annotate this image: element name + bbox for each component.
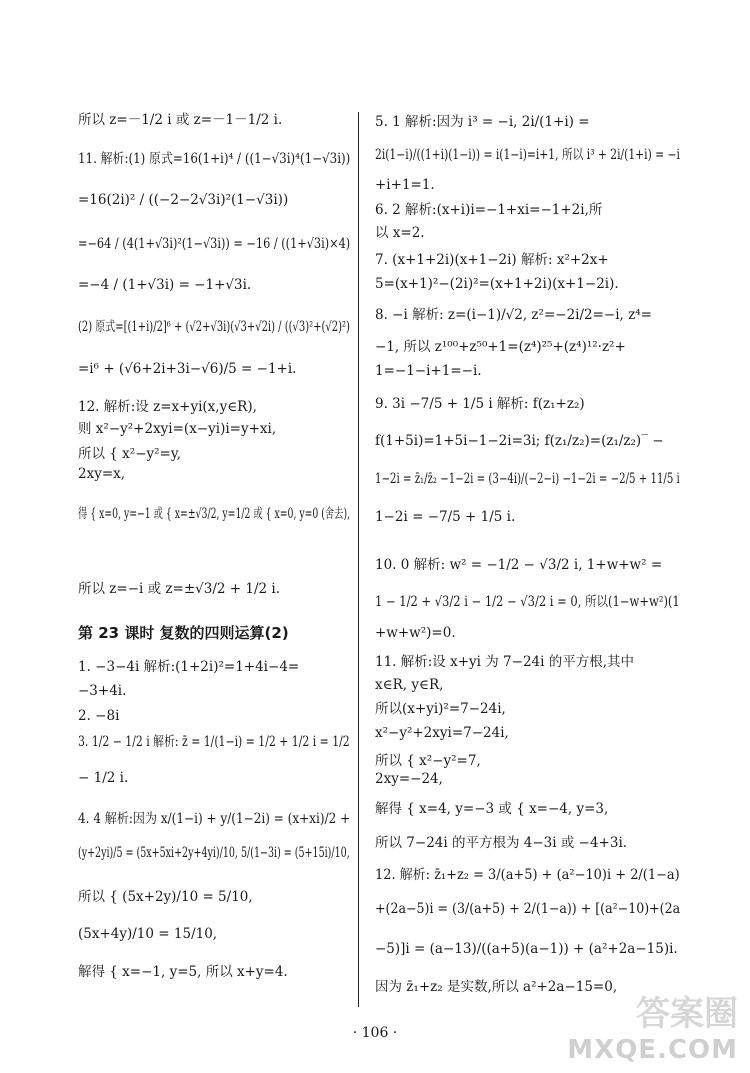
- text-line: 10. 0 解析: w² = −1/2 − √3/2 i, 1+w+w² =: [375, 557, 663, 573]
- text-line: 所以 { x²−y²=7,: [375, 753, 481, 769]
- text-line: 2xy=−24,: [375, 771, 443, 787]
- text-line: 所以 z=−i 或 z=±√3/2 + 1/2 i.: [78, 581, 281, 597]
- text-line: 则 x²−y²+2xyi=(x−yi)i=y+xi,: [78, 421, 277, 437]
- text-line: x²−y²+2xyi=7−24i,: [375, 725, 509, 741]
- text-line: 得 { x=0, y=−1 或 { x=±√3/2, y=1/2 或 { x=0, y=0 (舍去),: [78, 506, 351, 522]
- text-line: =−4 / (1+√3i) = −1+√3i.: [78, 277, 252, 293]
- text-line: 因为 z̄₁+z₂ 是实数,所以 a²+2a−15=0,: [375, 979, 618, 995]
- text-line: (5x+4y)/10 = 15/10,: [78, 926, 218, 942]
- text-line: 11. 解析:设 x+yi 为 7−24i 的平方根,其中: [375, 654, 635, 670]
- text-line: 8. −i 解析: z=(i−1)/√2, z²=−2i/2=−i, z⁴=: [375, 307, 652, 323]
- text-line: 1 − 1/2 + √3/2 i − 1/2 − √3/2 i = 0, 所以(1−w+w²)(1: [375, 594, 680, 610]
- text-line: +i+1=1.: [375, 177, 435, 193]
- text-line: 12. 解析:设 z=x+yi(x,y∈R),: [78, 399, 257, 415]
- text-line: 所以 { (5x+2y)/10 = 5/10,: [78, 889, 253, 905]
- text-line: 解得 { x=4, y=−3 或 { x=−4, y=3,: [375, 801, 609, 817]
- text-line: +(2a−5)i = (3/(a+5) + 2/(1−a)) + [(a²−10)+(2a: [375, 901, 681, 917]
- text-line: − 1/2 i.: [78, 770, 129, 786]
- text-line: 1. −3−4i 解析:(1+2i)²=1+4i−4=: [78, 659, 300, 675]
- text-line: 1−2i = −7/5 + 1/5 i.: [375, 509, 516, 525]
- text-line: 11. 解析:(1) 原式=16(1+i)⁴ / ((1−√3i)⁴(1−√3i)): [78, 151, 351, 167]
- text-line: 所以(x+yi)²=7−24i,: [375, 701, 506, 717]
- text-line: 2. −8i: [78, 708, 120, 724]
- text-line: x∈R, y∈R,: [375, 677, 444, 693]
- text-line: 所以 z=－1/2 i 或 z=－1－1/2 i.: [78, 112, 283, 128]
- column-divider: [358, 112, 359, 1007]
- text-line: 7. (x+1+2i)(x+1−2i) 解析: x²+2x+: [375, 252, 609, 268]
- text-line: =−64 / (4(1+√3i)²(1−√3i)) = −16 / ((1+√3i)×4): [78, 236, 351, 252]
- text-line: 4. 4 解析:因为 x/(1−i) + y/(1−2i) = (x+xi)/2 +: [78, 811, 351, 827]
- text-line: 以 x=2.: [375, 225, 425, 241]
- page-number: · 106 ·: [352, 1025, 398, 1041]
- text-line: 5. 1 解析:因为 i³ = −i, 2i/(1+i) =: [375, 114, 590, 130]
- text-line: −1, 所以 z¹⁰⁰+z⁵⁰+1=(z⁴)²⁵+(z⁴)¹²·z²+: [375, 339, 626, 355]
- text-line: (2) 原式=[(1+i)/2]⁶ + (√2+√3i)(√3+√2i) / ((√3)²+(√2)²): [78, 319, 350, 335]
- text-line: 解得 { x=−1, y=5, 所以 x+y=4.: [78, 964, 288, 980]
- text-line: 9. 3i −7/5 + 1/5 i 解析: f(z₁+z₂): [375, 396, 585, 412]
- text-line: (y+2yi)/5 = (5x+5xi+2y+4yi)/10, 5/(1−3i) = (5+15i)/10,: [78, 845, 350, 861]
- text-line: 1=−1−i+1=−i.: [375, 363, 482, 379]
- watermark-url: MXQE.COM: [567, 1035, 738, 1065]
- text-line: f(1+5i)=1+5i−1−2i=3i; f(z₁/z₂)=(z₁/z₂)‾ −: [375, 433, 664, 449]
- text-line: =16(2i)² / ((−2−2√3i)²(1−√3i)): [78, 192, 289, 208]
- text-line: 6. 2 解析:(x+i)i=−1+xi=−1+2i,所: [375, 202, 603, 218]
- text-line: 5=(x+1)²−(2i)²=(x+1+2i)(x+1−2i).: [375, 276, 619, 292]
- text-line: −5)]i = (a−13)/((a+5)(a−1)) + (a²+2a−15)i.: [375, 941, 678, 957]
- watermark-logo: 答案圈: [636, 994, 738, 1034]
- text-line: 2i(1−i)/((1+i)(1−i)) = i(1−i)=i+1, 所以 i³ + 2i/(1+i) = −i: [375, 147, 680, 163]
- text-line: +w+w²)=0.: [375, 625, 456, 641]
- text-line: 3. 1/2 − 1/2 i 解析: z̄ = 1/(1−i) = 1/2 + 1/2 i = 1/2: [78, 734, 350, 750]
- section-heading: 第 23 课时 复数的四则运算(2): [78, 624, 289, 642]
- text-line: 所以 7−24i 的平方根为 4−3i 或 −4+3i.: [375, 835, 628, 851]
- text-line: 所以 { x²−y²=y,: [78, 446, 181, 462]
- text-line: 2xy=x,: [78, 466, 126, 482]
- text-line: 12. 解析: z̄₁+z₂ = 3/(a+5) + (a²−10)i + 2/(1−a): [375, 867, 680, 883]
- text-line: =i⁶ + (√6+2i+3i−√6)/5 = −1+i.: [78, 361, 297, 377]
- text-line: 1−2i = z̄₁/z̄₂ −1−2i = (3−4i)/(−2−i) −1−2i = −2/5 + 11/5 i: [375, 471, 680, 487]
- text-line: −3+4i.: [78, 683, 127, 699]
